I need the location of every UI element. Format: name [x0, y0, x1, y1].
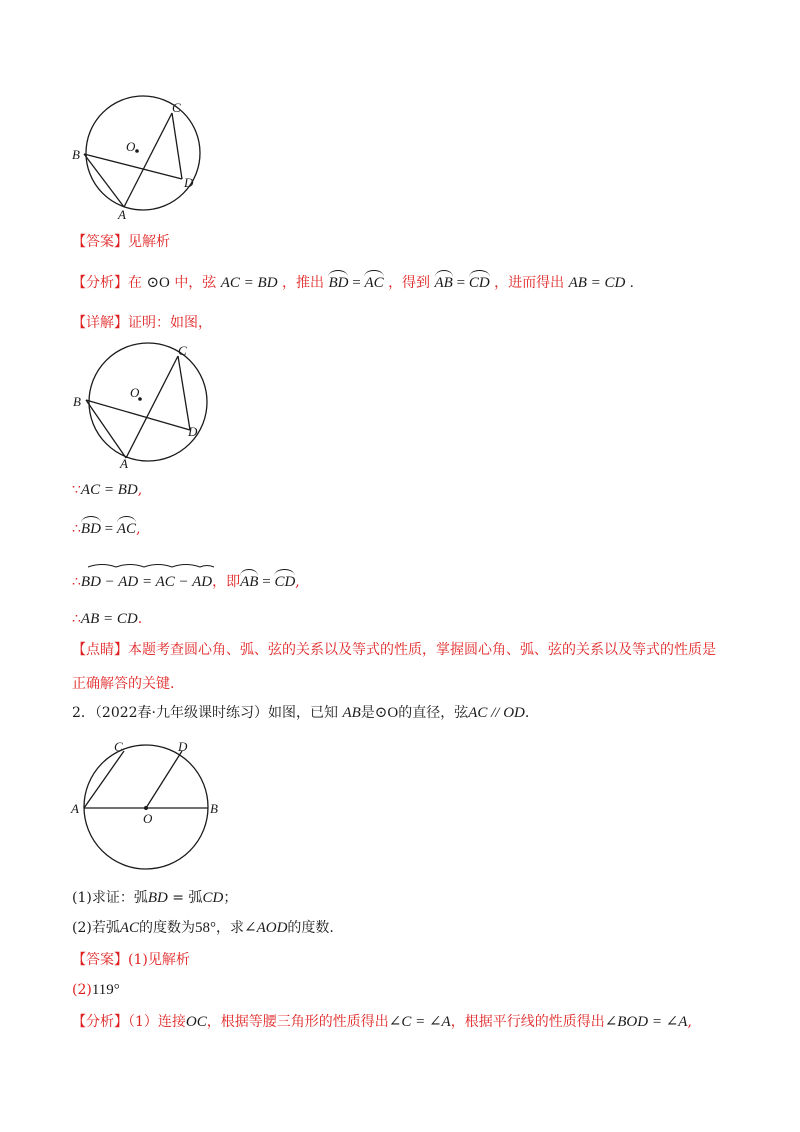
label-a: A: [118, 207, 126, 220]
p2-q1: (1)求证：弧BD = 弧CD；: [72, 890, 238, 906]
label-b: B: [210, 801, 218, 816]
p1-comment-line2: 正确解答的关键.: [72, 676, 175, 692]
chord-ac: [124, 113, 172, 207]
arc-marks: [86, 562, 216, 570]
p1-step1: ∵AC = BD,: [72, 482, 143, 498]
label-d: D: [178, 739, 188, 754]
label-o: O: [143, 811, 153, 826]
chord-ab: [84, 154, 124, 207]
figure-1-circle: [68, 95, 208, 220]
segment-od: [146, 751, 182, 808]
label-d: D: [184, 175, 194, 190]
label-o: O: [126, 139, 136, 154]
center-point: [144, 806, 148, 810]
p1-detail: 【详解】证明：如图，: [72, 315, 212, 331]
chord-cd: [178, 356, 190, 430]
figure-2-circle: [68, 342, 213, 470]
p2-answer2: (2)119°: [72, 982, 120, 998]
center-point: [135, 149, 139, 153]
p2-q2: (2)若弧AC的度数为58°，求∠AOD的度数.: [72, 920, 334, 936]
label-c: C: [178, 343, 187, 358]
figure-3-circle: [68, 735, 228, 875]
chord-cd: [172, 113, 182, 179]
label-a: A: [120, 456, 128, 470]
p1-step2: ∴BD = AC,: [72, 521, 141, 537]
circle-outline: [89, 343, 207, 461]
p1-analysis: 【分析】在 ⊙O 中，弦 AC = BD ，推出 BD = AC ，得到 AB = CD ，进而得出 AB = CD .: [72, 275, 634, 291]
label-o: O: [130, 385, 140, 400]
p1-step3: ∴BD − AD = AC − AD，即AB = CD,: [72, 574, 300, 590]
label-c: C: [172, 100, 181, 115]
chord-ab: [86, 400, 126, 458]
p2-stem: 2．（2022春·九年级课时练习）如图，已知 AB是⊙O的直径，弦AC // OD.: [72, 705, 530, 721]
p1-comment-line1: 【点睛】本题考查圆心角、弧、弦的关系以及等式的性质，掌握圆心角、弧、弦的关系以及等式的性质是: [72, 642, 716, 658]
chord-bd: [84, 154, 182, 179]
chord-ac: [126, 356, 178, 458]
p1-step4: ∴AB = CD.: [72, 611, 143, 627]
p1-answer: 【答案】见解析: [72, 234, 170, 250]
label-b: B: [73, 394, 81, 409]
label-a: A: [71, 801, 79, 816]
chord-bd: [86, 400, 190, 430]
circle-outline: [86, 96, 200, 210]
p2-answer1: 【答案】(1)见解析: [72, 952, 190, 968]
label-d: D: [188, 424, 198, 439]
label-b: B: [72, 147, 80, 162]
label-c: C: [114, 739, 123, 754]
p2-analysis: 【分析】（1）连接OC，根据等腰三角形的性质得出∠C = ∠A，根据平行线的性质得出∠BOD = ∠A,: [72, 1014, 692, 1030]
